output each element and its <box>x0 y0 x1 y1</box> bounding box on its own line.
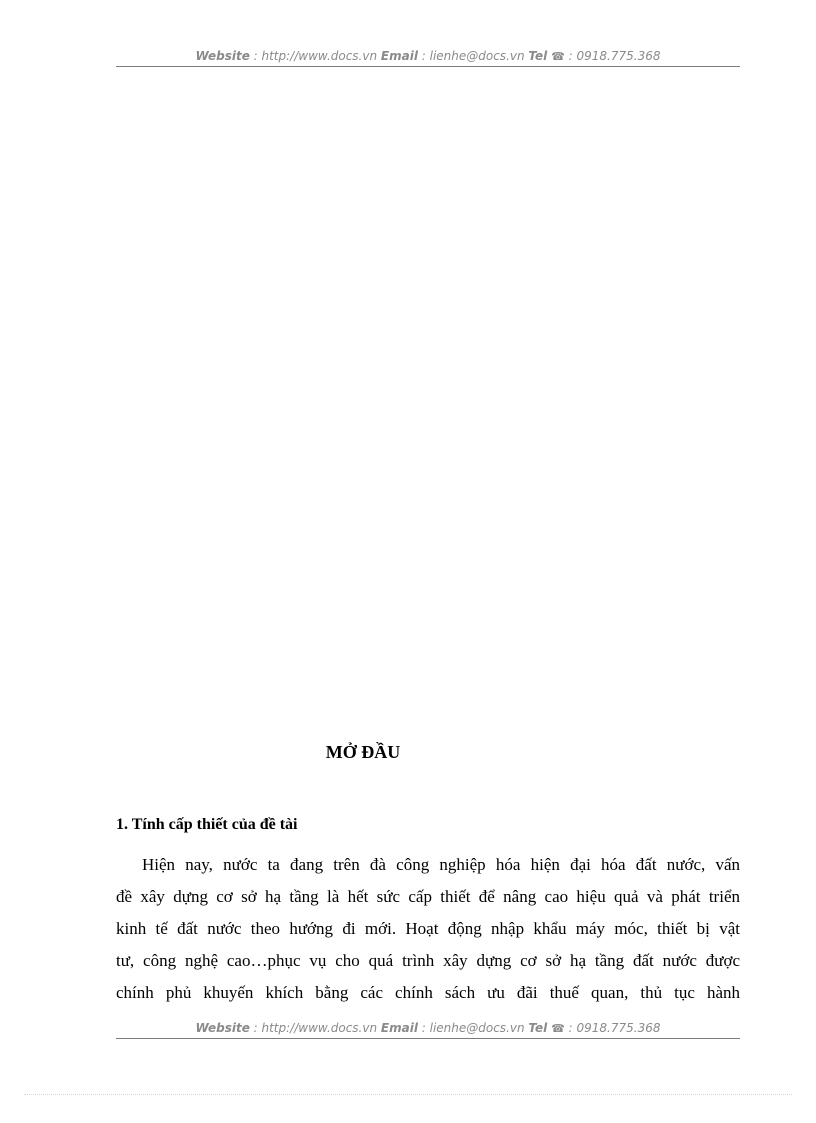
header-tel-label: Tel <box>528 49 548 63</box>
header-rule <box>116 66 740 67</box>
header-website-label: Website <box>195 49 250 63</box>
page-bottom-divider <box>24 1094 792 1095</box>
footer-tel-label: Tel <box>528 1021 548 1035</box>
header-tel-value: : 0918.775.368 <box>564 49 661 63</box>
footer-tel-value: : 0918.775.368 <box>564 1021 661 1035</box>
page-footer <box>116 1020 740 1037</box>
footer-email-link[interactable]: : lienhe@docs.vn <box>417 1021 529 1035</box>
paragraph-line: tư, công nghệ cao…phục vụ cho quá trình xây dựng cơ sở hạ tầng đất nước được <box>116 951 740 970</box>
paragraph-line: Hiện nay, nước ta đang trên đà công nghiệp hóa hiện đại hóa đất nước, vấn <box>142 855 740 874</box>
header-email-label: Email <box>380 49 418 63</box>
header-website-link[interactable]: : http://www.docs.vn <box>249 49 381 63</box>
paragraph-line: kinh tế đất nước theo hướng đi mới. Hoạt động nhập khẩu máy móc, thiết bị vật <box>116 919 740 938</box>
header-email-link[interactable]: : lienhe@docs.vn <box>417 49 529 63</box>
paragraph-line: chính phủ khuyến khích bằng các chính sách ưu đãi thuế quan, thủ tục hành <box>116 983 740 1002</box>
phone-icon: ☎ <box>551 50 565 63</box>
footer-rule <box>116 1038 740 1039</box>
phone-icon: ☎ <box>551 1022 565 1035</box>
document-title: MỞ ĐẦU <box>325 742 401 762</box>
paragraph-line: đề xây dựng cơ sở hạ tầng là hết sức cấp thiết để nâng cao hiệu quả và phát triển <box>116 887 740 906</box>
footer-email-label: Email <box>380 1021 418 1035</box>
section-heading: 1. Tính cấp thiết của đề tài <box>116 816 298 833</box>
footer-website-label: Website <box>195 1021 250 1035</box>
page-header <box>116 48 740 65</box>
footer-website-link[interactable]: : http://www.docs.vn <box>249 1021 381 1035</box>
